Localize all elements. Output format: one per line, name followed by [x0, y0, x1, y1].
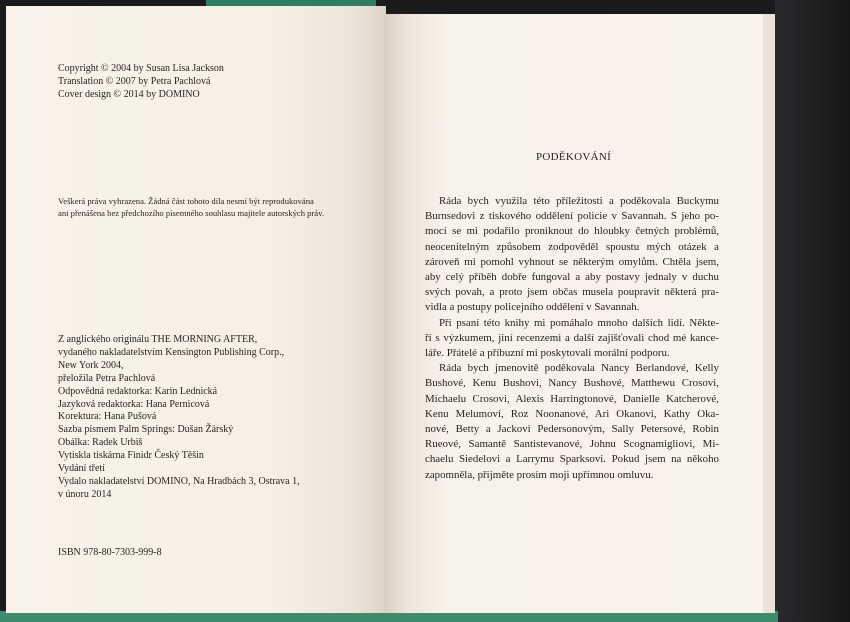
copyright-line: Cover design © 2014 by DOMINO	[58, 89, 200, 101]
colophon-line: Vydání třetí	[58, 463, 105, 475]
isbn: ISBN 978-80-7303-999-8	[58, 547, 162, 558]
colophon-line: Vydalo nakladatelství DOMINO, Na Hradbách 3, Ostrava 1,	[58, 475, 300, 487]
text-line: Michaelu Crosovi, Alexis Harringtonové, Danielle Katcherové,	[425, 392, 719, 405]
text-line: nové, Betty a Jackovi Pedersonovým, Sally Petersové, Robin	[425, 423, 719, 436]
text-line: neocenitelným způsobem zodpověděl spoustu mých otázek a	[425, 240, 719, 253]
text-line: Při psaní této knihy mi pomáhalo mnoho dalších lidí. Někte-	[439, 316, 719, 329]
rights-line: ani přenášena bez předchozího písemného souhlasu majitele autorských práv.	[58, 207, 324, 218]
colophon-line: v únoru 2014	[58, 488, 112, 500]
text-line: zároveň mi pomohl vyhnout se některým omylům. Chtěla jsem,	[425, 255, 719, 268]
colophon-line: Obálka: Radek Urbiš	[58, 437, 143, 449]
background-shadow	[775, 0, 850, 622]
page-heading: PODĚKOVÁNÍ	[535, 151, 612, 163]
text-line: Ráda bych využila této příležitosti a poděkovala Buckymu	[439, 195, 719, 207]
colophon-block	[58, 334, 300, 502]
text-line: mocí se mi podařilo proniknout do hloubky četných problémů,	[425, 225, 719, 238]
text-line: vidla a postupy policejního oddělení v Savannah.	[425, 301, 640, 314]
rights-notice	[58, 196, 324, 220]
text-line: Rueové, Samantě Santistevanové, Johnu Scognamigliovi, Mi-	[425, 438, 719, 451]
rights-line: Veškerá práva vyhrazena. Žádná část tohoto díla nesmí být reprodukována	[58, 196, 314, 206]
text-line: zapomněla, přijměte prosím moji upřímnou omluvu.	[425, 468, 654, 481]
text-line: Burnsedovi z tiskového oddělení policie v Savannah. S jeho po-	[425, 210, 719, 223]
text-line: Kenu Melumovi, Roz Noonanové, Ari Okanovi, Kathy Oka-	[425, 407, 719, 420]
text-line: chaelu Siedelovi a Larrymu Sparksovi. Pokud jsem na někoho	[425, 453, 719, 466]
text-line: láře. Přátelé a příbuzní mi poskytovali morální podporu.	[425, 347, 670, 360]
text-line: ří s výzkumem, jiní recenzemi a další zajišťovali chod mé kance-	[425, 331, 719, 344]
text-line: Bushové, Kenu Bushovi, Nancy Bushové, Matthewu Crosovi,	[425, 377, 719, 390]
colophon-line: vydaného nakladatelstvím Kensington Publishing Corp.,	[58, 346, 285, 358]
colophon-line: Vytiskla tiskárna Finidr Český Těšín	[58, 450, 204, 462]
copyright-line: Translation © 2007 by Petra Pachlová	[58, 76, 211, 88]
colophon-line: Odpovědná redaktorka: Karin Lednická	[58, 385, 218, 397]
colophon-line: New York 2004,	[58, 359, 124, 371]
colophon-line: Jazyková redaktorka: Hana Pernicová	[58, 398, 210, 410]
colophon-line: Sazba písmem Palm Springs: Dušan Žárský	[58, 424, 234, 436]
colophon-line: Z anglického originálu THE MORNING AFTER,	[58, 334, 258, 345]
copyright-block	[58, 62, 224, 102]
acknowledgements-text	[425, 194, 719, 483]
text-line: aby celý příběh dobře fungoval a aby postavy jednaly v duchu	[425, 271, 719, 284]
cover-edge-right	[763, 14, 775, 613]
colophon-line: Korektura: Hana Pušová	[58, 411, 157, 423]
colophon-line: přeložila Petra Pachlová	[58, 372, 156, 384]
copyright-line: Copyright © 2004 by Susan Lisa Jackson	[58, 63, 224, 74]
text-line: svých povah, a proto jsem občas musela poupravit některá pra-	[425, 286, 719, 299]
text-line: Ráda bych jmenovitě poděkovala Nancy Berlandové, Kelly	[439, 362, 719, 375]
